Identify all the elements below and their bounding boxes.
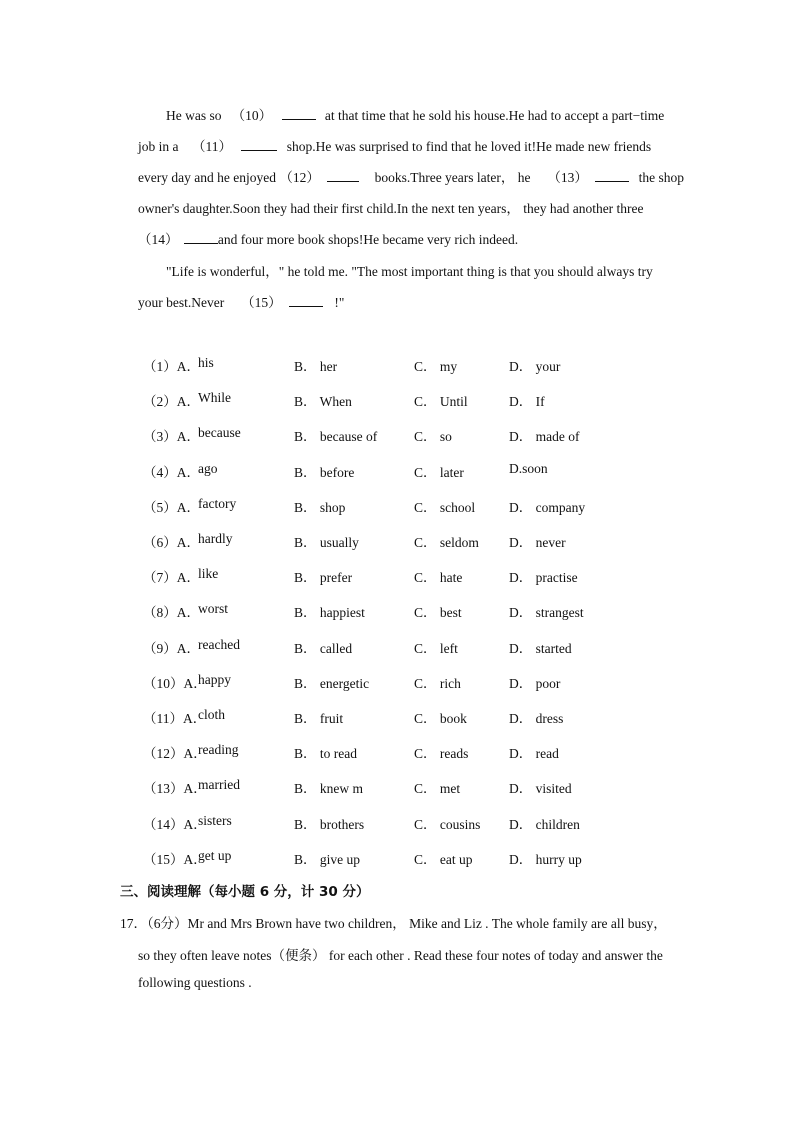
option-number: （11）A．	[143, 711, 207, 726]
option-row	[0, 496, 793, 516]
option-c[interactable]: C． so	[414, 429, 452, 444]
option-row	[0, 390, 793, 410]
option-d[interactable]: D． If	[509, 394, 545, 409]
option-number: （9）A．	[143, 641, 200, 656]
option-c[interactable]: C． seldom	[414, 535, 479, 550]
option-row	[0, 355, 793, 375]
passage-text: the shop	[638, 170, 685, 185]
passage-text: at that time that he sold his house.He had to accept a part−time	[324, 108, 665, 123]
option-b[interactable]: B． happiest	[294, 605, 365, 620]
option-d[interactable]: D． never	[509, 535, 566, 550]
option-number: （15）A．	[143, 852, 207, 867]
option-row	[0, 848, 793, 868]
option-number: （5）A．	[143, 500, 200, 515]
passage-line	[138, 166, 684, 186]
option-d[interactable]: D． company	[509, 500, 586, 515]
answer-blank	[241, 138, 277, 151]
option-b[interactable]: B． fruit	[294, 711, 344, 726]
option-c[interactable]: C． eat up	[414, 852, 473, 867]
answer-blank	[595, 169, 629, 182]
option-d[interactable]: D． your	[509, 359, 561, 374]
answer-blank	[184, 231, 218, 244]
option-number: （7）A．	[143, 570, 200, 585]
option-a[interactable]: cloth	[198, 707, 225, 722]
option-c[interactable]: C． school	[414, 500, 476, 515]
option-b[interactable]: B． knew m	[294, 781, 363, 796]
option-b[interactable]: B． usually	[294, 535, 359, 550]
question-17-line: so they often leave notes（便条） for each other . Read these four notes of today and answer the	[138, 948, 663, 963]
passage-text: He was so （10）	[166, 108, 273, 123]
passage-text: every day and he enjoyed （12）	[138, 170, 320, 185]
option-a[interactable]: like	[198, 566, 219, 581]
option-a[interactable]: hardly	[198, 531, 233, 546]
option-b[interactable]: B． give up	[294, 852, 360, 867]
option-row	[0, 531, 793, 551]
option-number: （4）A．	[143, 465, 200, 480]
option-a[interactable]: because	[198, 425, 241, 440]
answer-blank	[282, 107, 316, 120]
option-a[interactable]: reading	[198, 742, 239, 757]
option-b[interactable]: B． energetic	[294, 676, 370, 691]
option-d[interactable]: D． poor	[509, 676, 561, 691]
option-b[interactable]: B． to read	[294, 746, 357, 761]
option-d[interactable]: D． started	[509, 641, 572, 656]
passage-line	[166, 260, 653, 280]
passage-text: your best.Never （15）	[138, 295, 282, 310]
answer-blank	[327, 169, 359, 182]
option-c[interactable]: C． best	[414, 605, 462, 620]
passage-text: "Life is wonderful，" he told me. "The most important thing is that you should always try	[166, 264, 653, 279]
option-b[interactable]: B． When	[294, 394, 352, 409]
option-c[interactable]: C． Until	[414, 394, 468, 409]
option-row	[0, 707, 793, 727]
option-number: （2）A．	[143, 394, 200, 409]
option-d[interactable]: D． visited	[509, 781, 572, 796]
passage-text: owner's daughter.Soon they had their first child.In the next ten years， they had another three	[138, 201, 644, 216]
option-number: （10）A．	[143, 676, 207, 691]
option-number: （13）A．	[143, 781, 207, 796]
option-row	[0, 637, 793, 657]
option-c[interactable]: C． my	[414, 359, 458, 374]
option-d[interactable]: D． dress	[509, 711, 564, 726]
option-b[interactable]: B． called	[294, 641, 353, 656]
option-row	[0, 461, 793, 481]
passage-line	[138, 135, 651, 155]
passage-line	[138, 228, 518, 248]
option-a[interactable]: happy	[198, 672, 231, 687]
option-row	[0, 425, 793, 445]
passage-line	[138, 197, 644, 217]
option-c[interactable]: C． cousins	[414, 817, 481, 832]
option-row	[0, 566, 793, 586]
passage-text: books.Three years later， he （13）	[374, 170, 588, 185]
answer-blank	[289, 294, 323, 307]
passage-text: shop.He was surprised to find that he loved it!He made new friends	[286, 139, 652, 154]
option-b[interactable]: B． before	[294, 465, 355, 480]
option-number: （1）A．	[143, 359, 200, 374]
passage-line	[138, 291, 344, 311]
option-d[interactable]: D． read	[509, 746, 559, 761]
passage-text: job in a （11）	[138, 139, 232, 154]
option-b[interactable]: B． because of	[294, 429, 378, 444]
option-c[interactable]: C． met	[414, 781, 461, 796]
option-a[interactable]: sisters	[198, 813, 232, 828]
option-b[interactable]: B． brothers	[294, 817, 365, 832]
option-c[interactable]: C． later	[414, 465, 464, 480]
option-a[interactable]: married	[198, 777, 240, 792]
option-b[interactable]: B． her	[294, 359, 338, 374]
option-c[interactable]: C． hate	[414, 570, 463, 585]
option-a[interactable]: reached	[198, 637, 240, 652]
section-heading: 三、阅读理解（每小题 6 分，计 30 分）	[120, 884, 370, 900]
option-a[interactable]: get up	[198, 848, 232, 863]
option-row	[0, 742, 793, 762]
option-number: （8）A．	[143, 605, 200, 620]
option-a[interactable]: worst	[198, 601, 228, 616]
passage-text: （14）	[138, 232, 179, 247]
question-17-line: following questions .	[138, 975, 252, 990]
option-number: （6）A．	[143, 535, 200, 550]
option-d[interactable]: D.soon	[509, 461, 548, 476]
option-row	[0, 777, 793, 797]
option-d[interactable]: D． practise	[509, 570, 578, 585]
option-row	[0, 601, 793, 621]
option-number: （12）A．	[143, 746, 207, 761]
option-c[interactable]: C． reads	[414, 746, 469, 761]
option-a[interactable]: While	[198, 390, 231, 405]
option-a[interactable]: ago	[198, 461, 218, 476]
option-row	[0, 813, 793, 833]
option-a[interactable]: factory	[198, 496, 237, 511]
option-d[interactable]: D． hurry up	[509, 852, 582, 867]
passage-line	[166, 104, 664, 124]
option-number: （14）A．	[143, 817, 207, 832]
option-row	[0, 672, 793, 692]
option-c[interactable]: C． book	[414, 711, 467, 726]
option-a[interactable]: his	[198, 355, 214, 370]
passage-text: and four more book shops!He became very rich indeed.	[217, 232, 519, 247]
question-17-line: 17．（6分）Mr and Mrs Brown have two children， Mike and Liz . The whole family are all busy，	[120, 916, 667, 931]
passage-text: !"	[334, 295, 345, 310]
option-d[interactable]: D． made of	[509, 429, 580, 444]
option-number: （3）A．	[143, 429, 200, 444]
option-b[interactable]: B． prefer	[294, 570, 353, 585]
option-d[interactable]: D． strangest	[509, 605, 584, 620]
option-c[interactable]: C． left	[414, 641, 458, 656]
option-b[interactable]: B． shop	[294, 500, 346, 515]
option-d[interactable]: D． children	[509, 817, 580, 832]
option-c[interactable]: C． rich	[414, 676, 461, 691]
